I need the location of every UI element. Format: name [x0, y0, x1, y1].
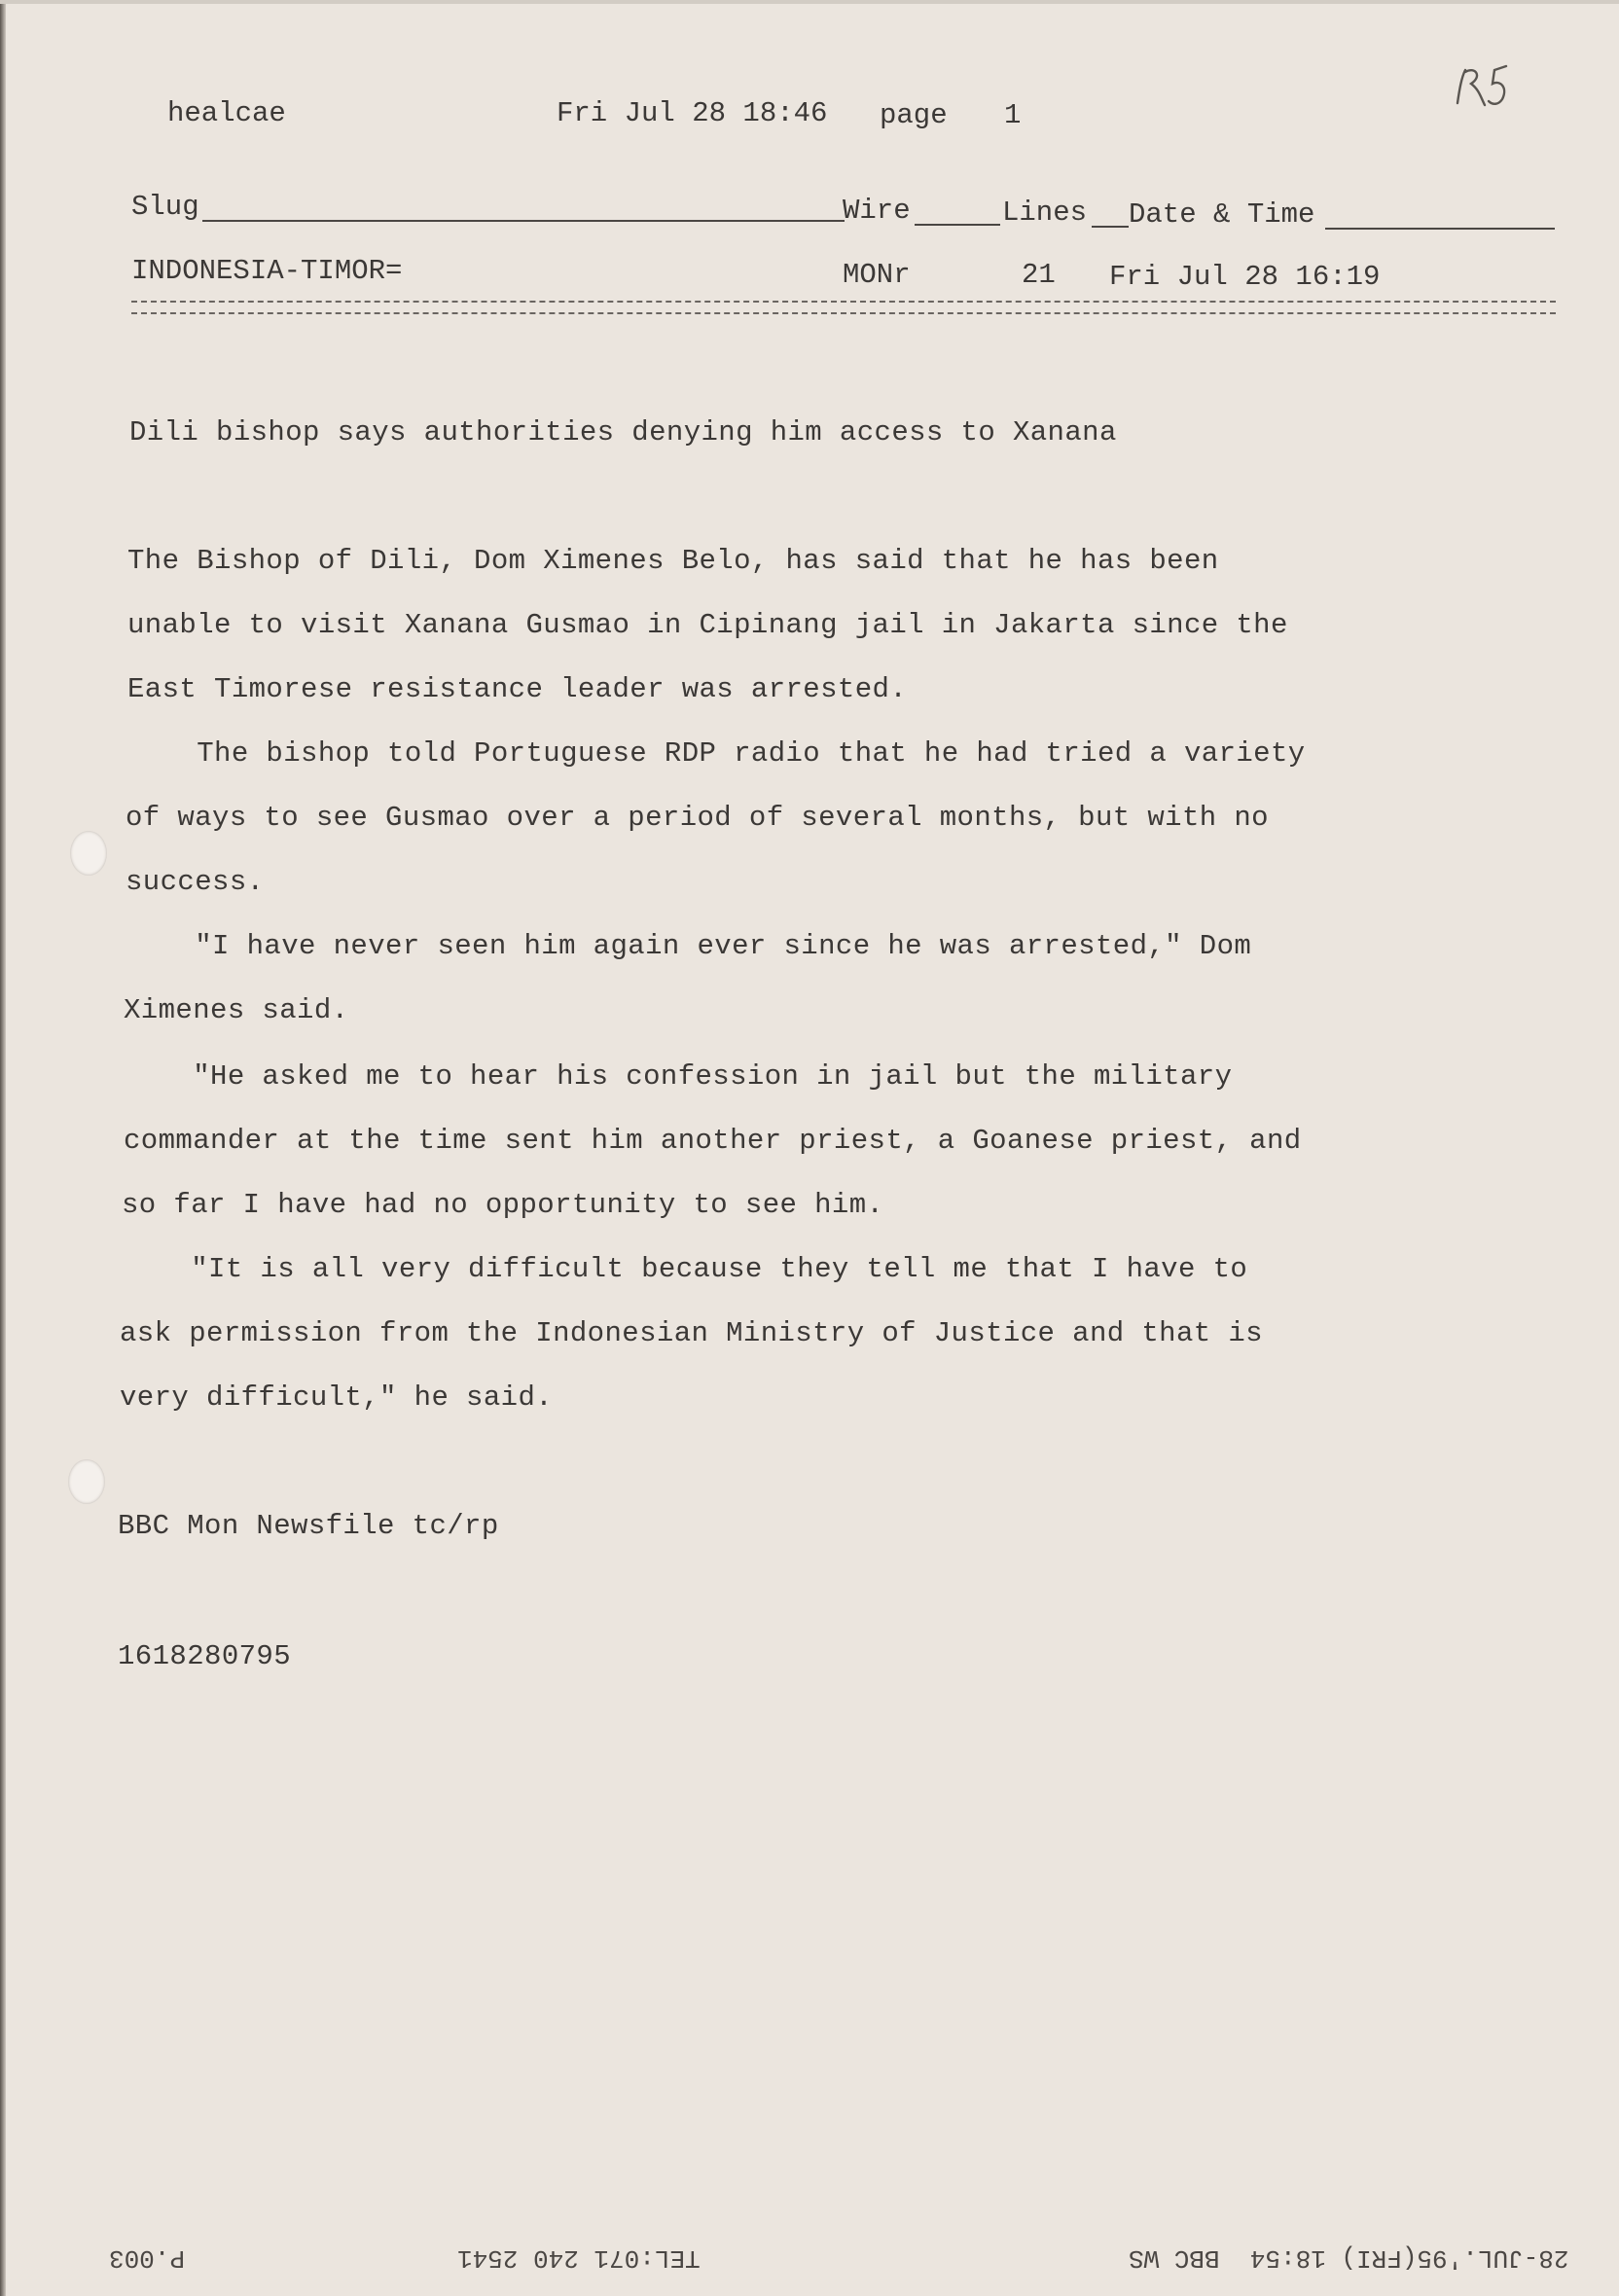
- lines-label: Lines: [1002, 197, 1088, 229]
- handwritten-mark: [1450, 60, 1518, 119]
- header-page-number: 1: [1004, 99, 1022, 131]
- article-line: The Bishop of Dili, Dom Ximenes Belo, has said that he has been: [127, 545, 1219, 577]
- article-line: "He asked me to hear his confession in jail but the military: [124, 1060, 1233, 1093]
- page-top-edge: [0, 0, 1619, 4]
- article-line: so far I have had no opportunity to see him.: [122, 1189, 884, 1221]
- article-line: success.: [126, 866, 265, 898]
- fax-footer-left: 28-JUL.'95(FRI) 18:54 BBC WS: [1129, 2243, 1569, 2273]
- slug-value: INDONESIA-TIMOR=: [131, 255, 403, 287]
- article-line: "It is all very difficult because they tell me that I have to: [122, 1253, 1248, 1285]
- slug-label: Slug: [131, 191, 199, 223]
- datetime-label: Date & Time: [1129, 198, 1315, 231]
- lines-underline: [1092, 226, 1129, 228]
- fax-footer-right: P.003: [109, 2243, 186, 2273]
- wire-value: MONr: [843, 259, 911, 291]
- document-id: 1618280795: [118, 1640, 292, 1672]
- punch-hole-lower: [68, 1459, 105, 1504]
- slug-underline: [202, 220, 845, 222]
- article-line: Ximenes said.: [124, 994, 349, 1026]
- article-line: commander at the time sent him another priest, a Goanese priest, and: [124, 1125, 1302, 1157]
- lines-value: 21: [1022, 259, 1056, 291]
- article-line: very difficult," he said.: [120, 1381, 554, 1414]
- article-line: "I have never seen him again ever since he was arrested," Dom: [126, 930, 1252, 962]
- article-line: unable to visit Xanana Gusmao in Cipinang jail in Jakarta since the: [127, 609, 1288, 641]
- article-source: BBC Mon Newsfile tc/rp: [118, 1510, 499, 1542]
- header-user: healcae: [167, 97, 286, 129]
- double-rule: [131, 301, 1556, 314]
- header-page-label: page: [880, 99, 948, 131]
- article-line: ask permission from the Indonesian Ministry of Justice and that is: [120, 1317, 1263, 1349]
- article-line: East Timorese resistance leader was arrested.: [127, 673, 908, 705]
- header-datetime: Fri Jul 28 18:46: [557, 97, 828, 129]
- page-edge-shadow: [0, 0, 6, 2296]
- wire-label: Wire: [843, 195, 911, 227]
- wire-underline: [915, 224, 1000, 226]
- article-headline: Dili bishop says authorities denying him access to Xanana: [129, 416, 1117, 448]
- datetime-underline: [1325, 228, 1555, 230]
- article-line: The bishop told Portuguese RDP radio that he had tried a variety: [127, 737, 1306, 770]
- article-line: of ways to see Gusmao over a period of several months, but with no: [126, 802, 1269, 834]
- fax-footer-middle: TEL:071 240 2541: [457, 2243, 701, 2273]
- punch-hole-upper: [70, 831, 107, 876]
- datetime-value: Fri Jul 28 16:19: [1109, 261, 1381, 293]
